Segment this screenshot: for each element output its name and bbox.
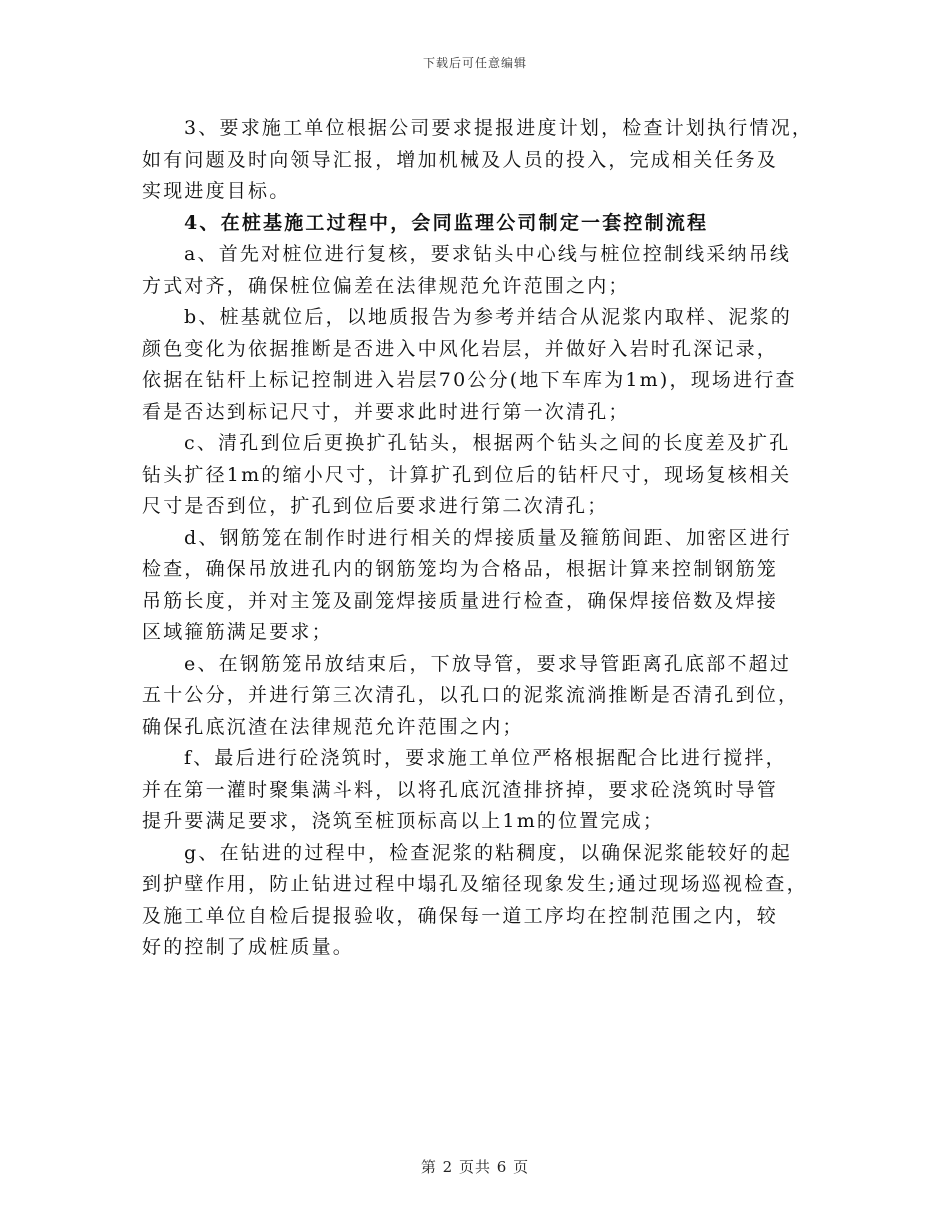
text-line: 到护壁作用，防止钻进过程中塌孔及缩径现象发生;通过现场巡视检查， xyxy=(142,873,808,895)
text-line: 五十公分，并进行第三次清孔，以孔口的泥浆流淌推断是否清孔到位， xyxy=(142,684,800,706)
text-line: 确保孔底沉渣在法律规范允许范围之内； xyxy=(142,715,524,738)
text-line: 颜色变化为依据推断是否进入中风化岩层，并做好入岩时孔深记录， xyxy=(142,337,779,360)
page-footer: 第 2 页共 6 页 xyxy=(420,1158,530,1176)
text-line: 钻头扩径1m的缩小尺寸，计算扩孔到位后的钻杆尺寸，现场复核相关 xyxy=(142,463,792,486)
paragraph xyxy=(142,113,818,208)
text-line: g、在钻进的过程中，检查泥浆的粘稠度，以确保泥浆能较好的起 xyxy=(184,841,792,864)
text-line: a、首先对桩位进行复核，要求钻头中心线与桩位控制线采纳吊线 xyxy=(184,243,792,265)
text-line: 方式对齐，确保桩位偏差在法律规范允许范围之内； xyxy=(142,274,630,297)
paragraph xyxy=(142,428,818,523)
paragraph xyxy=(142,649,818,744)
text-line: c、清孔到位后更换扩孔钻头，根据两个钻头之间的长度差及扩孔 xyxy=(184,432,791,454)
page-body xyxy=(142,113,818,964)
text-line: 好的控制了成桩质量。 xyxy=(142,936,355,958)
paragraph xyxy=(142,743,818,838)
text-line: 依据在钻杆上标记控制进入岩层70公分(地下车库为1m)，现场进行查 xyxy=(142,369,797,391)
text-line: d、钢筋笼在制作时进行相关的焊接质量及箍筋间距、加密区进行 xyxy=(184,526,792,549)
text-line: e、在钢筋笼吊放结束后，下放导管，要求导管距离孔底部不超过 xyxy=(184,652,792,675)
page-header: 下载后可任意编辑 xyxy=(422,56,527,70)
paragraph xyxy=(142,302,818,428)
text-line: 及施工单位自检后提报验收，确保每一道工序均在控制范围之内，较 xyxy=(142,904,779,927)
text-line: b、桩基就位后，以地质报告为参考并结合从泥浆内取样、泥浆的 xyxy=(184,306,792,328)
text-line: 检查，确保吊放进孔内的钢筋笼均为合格品，根据计算来控制钢筋笼 xyxy=(142,558,779,580)
paragraph xyxy=(142,239,818,302)
text-line: 4、在桩基施工过程中，会同监理公司制定一套控制流程 xyxy=(184,211,709,234)
paragraph xyxy=(142,838,818,964)
text-line: 提升要满足要求，浇筑至桩顶标高以上1m的位置完成； xyxy=(142,810,665,832)
paragraph xyxy=(142,523,818,649)
text-line: 吊筋长度，并对主笼及副笼焊接质量进行检查，确保焊接倍数及焊接 xyxy=(142,589,779,612)
text-line: 3、要求施工单位根据公司要求提报进度计划，检查计划执行情况， xyxy=(184,117,814,139)
text-line: 并在第一灌时聚集满斗料，以将孔底沉渣排挤掉，要求砼浇筑时导管 xyxy=(142,778,779,801)
text-line: 尺寸是否到位，扩孔到位后要求进行第二次清孔； xyxy=(142,495,609,517)
text-line: 区域箍筋满足要求； xyxy=(142,621,333,643)
text-line: 如有问题及时向领导汇报，增加机械及人员的投入，完成相关任务及 xyxy=(142,148,779,171)
text-line: f、最后进行砼浇筑时，要求施工单位严格根据配合比进行搅拌， xyxy=(184,747,787,769)
section-heading xyxy=(142,208,818,240)
text-line: 实现进度目标。 xyxy=(142,180,291,202)
text-line: 看是否达到标记尺寸，并要求此时进行第一次清孔； xyxy=(142,400,630,423)
